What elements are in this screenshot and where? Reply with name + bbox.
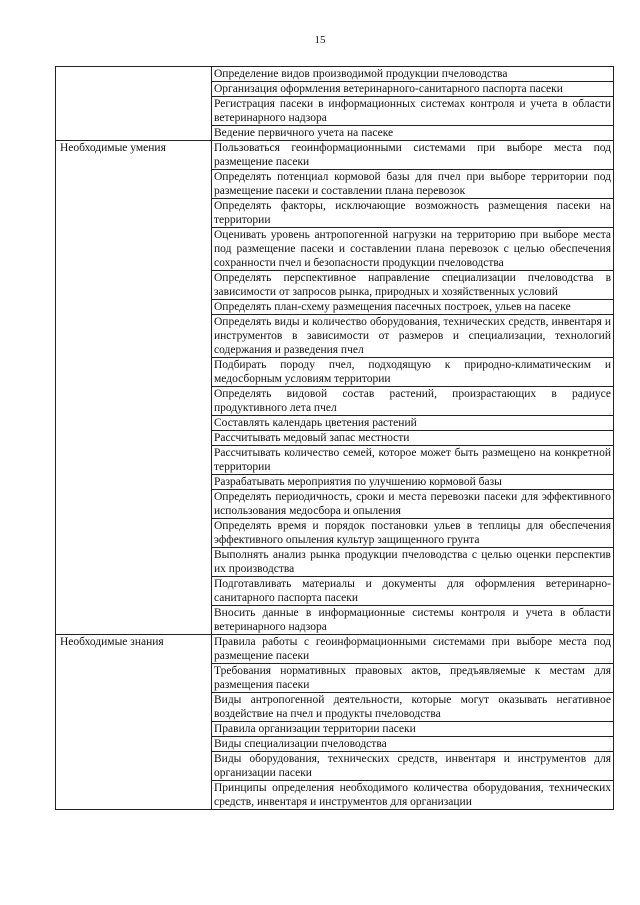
category-cell: Необходимые умения <box>56 141 212 635</box>
requirement-item: Оценивать уровень антропогенной нагрузки на территорию при выборе места под размещение пасеки и составлении плана перевозок с целью обеспечения сохранности пчел и безопасности продукции пчеловодства <box>212 228 614 271</box>
requirement-item: Рассчитывать количество семей, которое может быть размещено на конкретной территории <box>212 446 614 475</box>
requirements-table <box>55 66 614 810</box>
requirement-item: Составлять календарь цветения растений <box>212 416 614 431</box>
category-cell: Необходимые знания <box>56 635 212 810</box>
requirement-item: Определение видов производимой продукции пчеловодства <box>212 67 614 82</box>
requirements-table-body <box>56 67 614 810</box>
table-row <box>56 67 614 82</box>
requirement-item: Выполнять анализ рынка продукции пчеловодства с целью оценки перспектив их производства <box>212 548 614 577</box>
table-row <box>56 635 614 664</box>
table-row <box>56 141 614 170</box>
requirement-item: Регистрация пасеки в информационных системах контроля и учета в области ветеринарного надзора <box>212 97 614 126</box>
requirement-item: Пользоваться геоинформационными системами при выборе места под размещение пасеки <box>212 141 614 170</box>
requirement-item: Виды антропогенной деятельности, которые могут оказывать негативное воздействие на пчел и продукты пчеловодства <box>212 693 614 722</box>
category-cell <box>56 67 212 141</box>
requirement-item: Требования нормативных правовых актов, предъявляемые к местам для размещения пасеки <box>212 664 614 693</box>
requirement-item: Организация оформления ветеринарного-санитарного паспорта пасеки <box>212 82 614 97</box>
requirement-item: Определять перспективное направление специализации пчеловодства в зависимости от запросов рынка, природных и хозяйственных условий <box>212 271 614 300</box>
requirement-item: Определять потенциал кормовой базы для пчел при выборе территории под размещение пасеки и составлении плана перевозок <box>212 170 614 199</box>
requirement-item: Определять виды и количество оборудования, технических средств, инвентаря и инструментов в зависимости от размеров и специализации, технологий содержания и разведения пчел <box>212 315 614 358</box>
page-number: 15 <box>314 34 326 46</box>
requirement-item: Вносить данные в информационные системы контроля и учета в области ветеринарного надзора <box>212 606 614 635</box>
requirement-item: Определять видовой состав растений, произрастающих в радиусе продуктивного лета пчел <box>212 387 614 416</box>
requirement-item: Разрабатывать мероприятия по улучшению кормовой базы <box>212 475 614 490</box>
requirement-item: Определять периодичность, сроки и места перевозки пасеки для эффективного использования медосбора и опыления <box>212 490 614 519</box>
requirement-item: Определять факторы, исключающие возможность размещения пасеки на территории <box>212 199 614 228</box>
requirement-item: Правила работы с геоинформационными системами при выборе места под размещение пасеки <box>212 635 614 664</box>
requirement-item: Подбирать породу пчел, подходящую к природно-климатическим и медосборным условиям территории <box>212 358 614 387</box>
requirement-item: Принципы определения необходимого количества оборудования, технических средств, инвентаря и инструментов для организации <box>212 781 614 810</box>
requirement-item: Виды специализации пчеловодства <box>212 737 614 752</box>
requirement-item: Ведение первичного учета на пасеке <box>212 126 614 141</box>
requirement-item: Правила организации территории пасеки <box>212 722 614 737</box>
requirement-item: Рассчитывать медовый запас местности <box>212 431 614 446</box>
requirement-item: Определять план-схему размещения пасечных построек, ульев на пасеке <box>212 300 614 315</box>
requirement-item: Виды оборудования, технических средств, инвентаря и инструментов для организации пасеки <box>212 752 614 781</box>
requirement-item: Определять время и порядок постановки ульев в теплицы для обеспечения эффективного опыления культур защищенного грунта <box>212 519 614 548</box>
requirement-item: Подготавливать материалы и документы для оформления ветеринарно-санитарного паспорта пасеки <box>212 577 614 606</box>
